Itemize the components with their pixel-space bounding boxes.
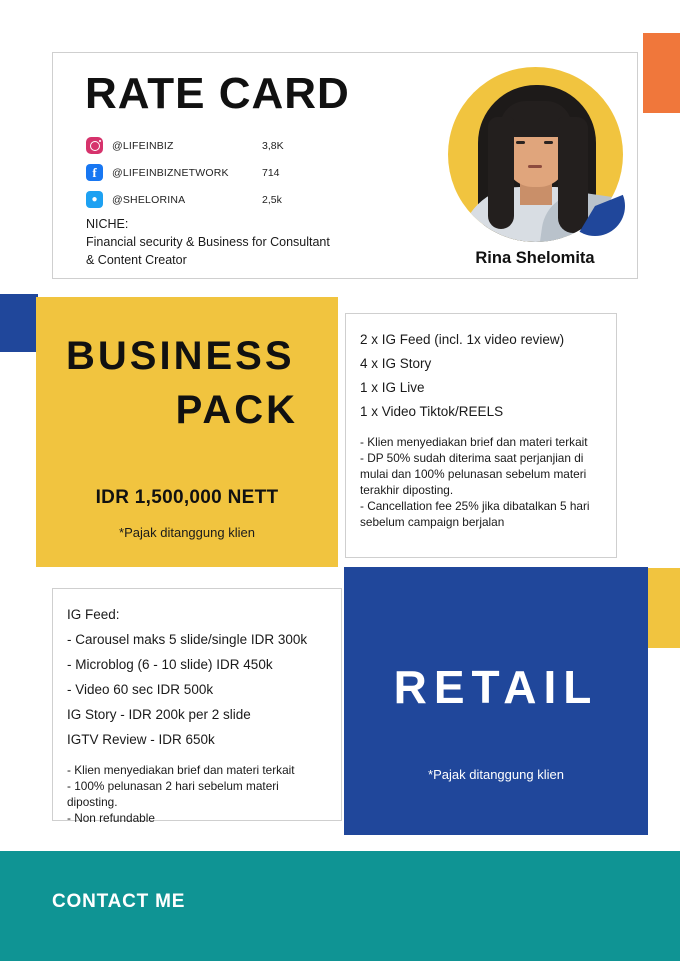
niche-label: NICHE: (86, 217, 129, 231)
niche-line-1: Financial security & Business for Consultant (86, 235, 330, 249)
retail-note: *Pajak ditanggung klien (428, 767, 564, 782)
social-count: 3,8K (262, 139, 284, 152)
business-pack-details (345, 313, 617, 558)
term-line: - Cancellation fee 25% jika dibatalkan 5 hari sebelum campaign berjalan (360, 499, 590, 529)
social-handle: @SHELORINA (112, 193, 186, 206)
business-pack-item-list (360, 328, 604, 424)
term-line: - Klien menyediakan brief dan materi terkait (360, 435, 588, 449)
business-pack-title-line2: PACK (175, 388, 298, 432)
list-item: IG Story - IDR 200k per 2 slide (67, 707, 251, 722)
list-item: 1 x IG Live (360, 380, 425, 395)
social-count: 2,5k (262, 193, 282, 206)
list-item: 2 x IG Feed (incl. 1x video review) (360, 332, 565, 347)
social-count: 714 (262, 166, 280, 179)
list-item: - Carousel maks 5 slide/single IDR 300k (67, 632, 308, 647)
business-pack-title (66, 329, 316, 437)
term-line: - 100% pelunasan 2 hari sebelum materi diposting. (67, 779, 279, 809)
business-pack-terms (360, 434, 604, 530)
retail-card (344, 567, 648, 835)
decorative-yellow-block (645, 568, 680, 648)
facebook-icon: f (86, 164, 103, 181)
list-item: 1 x Video Tiktok/REELS (360, 404, 504, 419)
business-pack-title-line1: BUSINESS (66, 334, 295, 378)
list-item: IGTV Review - IDR 650k (67, 732, 215, 747)
header-card (52, 52, 638, 279)
social-handle: @LIFEINBIZNETWORK (112, 166, 229, 179)
retail-item-list (67, 627, 331, 752)
list-item: - Video 60 sec IDR 500k (67, 682, 214, 697)
avatar (448, 67, 623, 242)
business-pack-card (36, 297, 338, 567)
social-row-twitter (86, 187, 386, 212)
list-item: - Microblog (6 - 10 slide) IDR 450k (67, 657, 273, 672)
social-list (86, 133, 386, 214)
instagram-icon (86, 137, 103, 154)
person-name: Rina Shelomita (475, 249, 595, 267)
contact-bar (0, 851, 680, 961)
decorative-orange-block (643, 33, 680, 113)
twitter-icon: ● (86, 191, 103, 208)
social-row-instagram (86, 133, 386, 158)
business-pack-note: *Pajak ditanggung klien (119, 525, 255, 540)
retail-terms (67, 762, 331, 826)
term-line: - DP 50% sudah diterima saat perjanjian di mulai dan 100% pelunasan sebelum materi terakhir diposting. (360, 451, 587, 497)
social-handle: @LIFEINBIZ (112, 139, 174, 152)
niche-line-2: & Content Creator (86, 253, 187, 267)
term-line: - Non refundable (67, 811, 155, 825)
niche-block (86, 215, 446, 269)
retail-head-label: IG Feed: (67, 607, 120, 622)
retail-title: RETAIL (393, 661, 599, 713)
list-item: 4 x IG Story (360, 356, 432, 371)
page-title: RATE CARD (85, 69, 350, 118)
retail-details (52, 588, 342, 825)
social-row-facebook (86, 160, 386, 185)
business-pack-price: IDR 1,500,000 NETT (95, 487, 279, 508)
term-line: - Klien menyediakan brief dan materi terkait (67, 763, 295, 777)
decorative-blue-block (0, 294, 38, 352)
contact-label: CONTACT ME (52, 891, 186, 912)
